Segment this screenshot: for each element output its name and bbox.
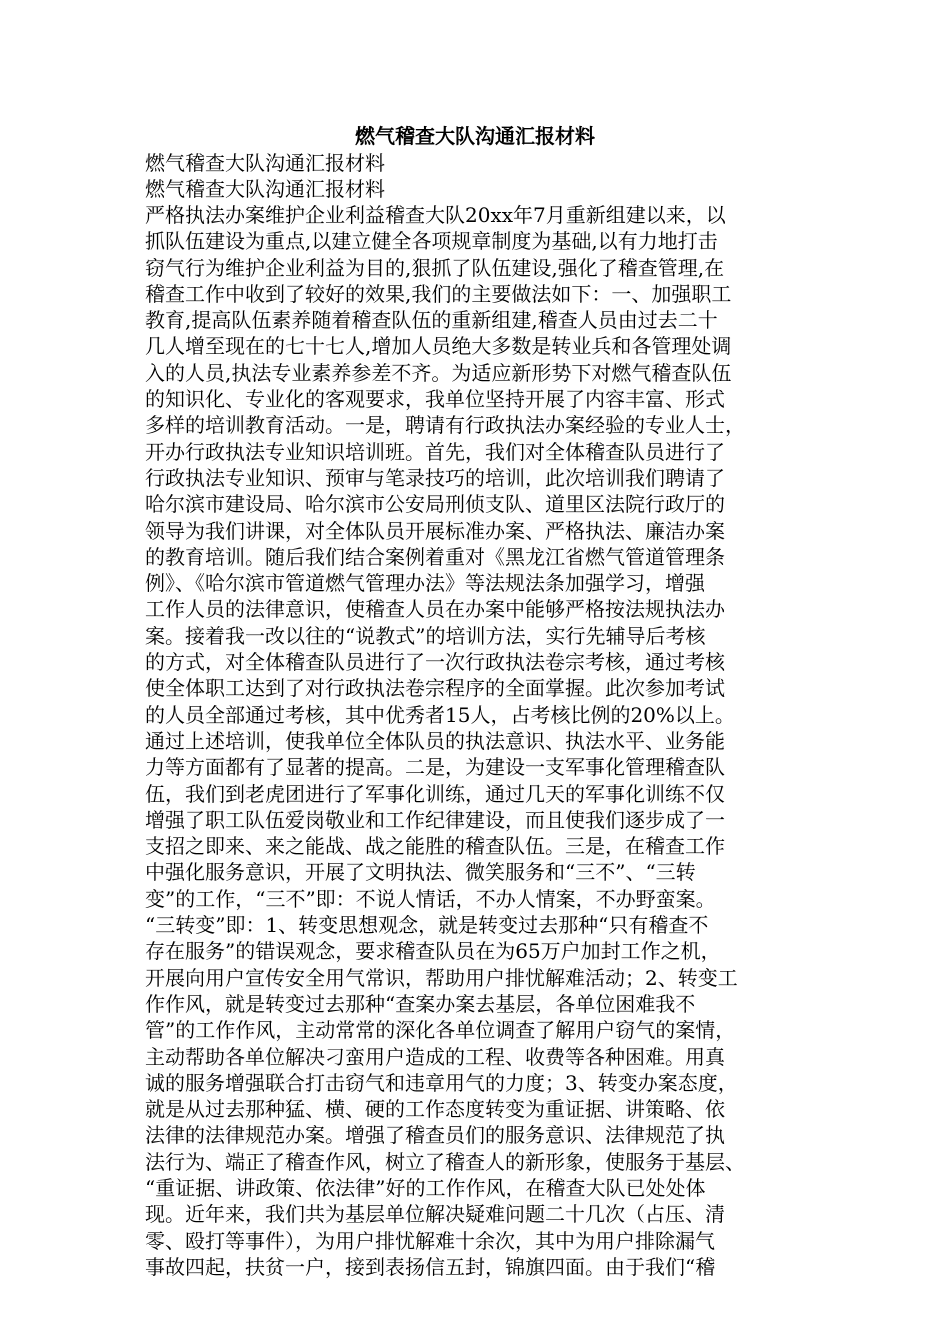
body-line: 稽查工作中收到了较好的效果,我们的主要做法如下：一、加强职工 [145, 281, 732, 306]
body-line: 开办行政执法专业知识培训班。首先，我们对全体稽查队员进行了 [145, 439, 725, 464]
body-line: 作作风，就是转变过去那种“查案办案去基层，各单位困难我不 [145, 991, 696, 1016]
body-line: 就是从过去那种猛、横、硬的工作态度转变为重证据、讲策略、依 [145, 1097, 725, 1122]
body-line: 伍，我们到老虎团进行了军事化训练，通过几天的军事化训练不仅 [145, 781, 725, 806]
body-line: 使全体职工达到了对行政执法卷宗程序的全面掌握。此次参加考试 [145, 676, 725, 701]
body-line: 主动帮助各单位解决刁蛮用户造成的工程、收费等各种困难。用真 [145, 1044, 725, 1069]
body-line: 零、殴打等事件），为用户排忧解难十余次，其中为用户排除漏气 [145, 1228, 715, 1253]
body-line: 通过上述培训，使我单位全体队员的执法意识、执法水平、业务能 [145, 728, 725, 753]
body-line: 教育,提高队伍素养随着稽查队伍的重新组建,稽查人员由过去二十 [145, 308, 718, 333]
body-line: 的知识化、专业化的客观要求，我单位坚持开展了内容丰富、形式 [145, 387, 725, 412]
document-title: 燃气稽查大队沟通汇报材料 [355, 124, 595, 148]
body-line: 事故四起，扶贫一户，接到表扬信五封，锦旗四面。由于我们“稽 [145, 1254, 716, 1279]
body-line: 增强了职工队伍爱岗敬业和工作纪律建设，而且使我们逐步成了一 [145, 807, 725, 832]
body-line: 开展向用户宣传安全用气常识，帮助用户排忧解难活动；2、转变工 [145, 965, 738, 990]
body-line: 管”的工作作风，主动常常的深化各单位调查了解用户窃气的案情， [145, 1018, 736, 1043]
body-line: 法行为、端正了稽查作风，树立了稽查人的新形象，使服务于基层、 [145, 1149, 745, 1174]
document-subtitle-2: 燃气稽查大队沟通汇报材料 [145, 177, 385, 201]
body-line: 抓队伍建设为重点,以建立健全各项规章制度为基础,以有力地打击 [145, 229, 718, 254]
body-line: “重证据、讲政策、依法律”好的工作作风，在稽查大队已处处体 [145, 1175, 706, 1200]
body-line: 工作人员的法律意识，使稽查人员在办案中能够严格按法规执法办 [145, 597, 725, 622]
body-line: 支招之即来、来之能战、战之能胜的稽查队伍。三是，在稽查工作 [145, 834, 725, 859]
body-line: 存在服务”的错误观念，要求稽查队员在为65万户加封工作之机， [145, 939, 721, 964]
body-line: 法律的法律规范办案。增强了稽查员们的服务意识、法律规范了执 [145, 1123, 725, 1148]
body-line: 多样的培训教育活动。一是，聘请有行政执法办案经验的专业人士， [145, 413, 745, 438]
body-line: 哈尔滨市建设局、哈尔滨市公安局刑侦支队、道里区法院行政厅的 [145, 492, 725, 517]
body-line: 现。近年来，我们共为基层单位解决疑难问题二十几次（占压、清 [145, 1202, 725, 1227]
body-line: 变”的工作，“三不”即：不说人情话，不办人情案，不办野蛮案。 [145, 886, 716, 911]
body-line: 严格执法办案维护企业利益稽查大队20xx年7月重新组建以来，以 [145, 203, 726, 227]
document-subtitle-1: 燃气稽查大队沟通汇报材料 [145, 151, 385, 175]
document-body [145, 202, 805, 1280]
body-line: 行政执法专业知识、预审与笔录技巧的培训，此次培训我们聘请了 [145, 465, 725, 490]
body-line: 入的人员,执法专业素养参差不齐。为适应新形势下对燃气稽查队伍 [145, 360, 732, 385]
body-line: 诚的服务增强联合打击窃气和违章用气的力度；3、转变办案态度， [145, 1070, 738, 1095]
body-line: “三转变”即：1、转变思想观念，就是转变过去那种“只有稽查不 [145, 913, 709, 938]
body-line: 例》、《哈尔滨市管道燃气管理办法》等法规法条加强学习，增强 [145, 571, 705, 596]
body-line: 力等方面都有了显著的提高。二是，为建设一支军事化管理稽查队 [145, 755, 725, 780]
body-line: 窃气行为维护企业利益为目的,狠抓了队伍建设,强化了稽查管理,在 [145, 255, 725, 280]
body-line: 的人员全部通过考核，其中优秀者15人，占考核比例的20%以上。 [145, 702, 735, 727]
body-line: 几人增至现在的七十七人,增加人员绝大多数是转业兵和各管理处调 [145, 334, 732, 359]
body-line: 的方式，对全体稽查队员进行了一次行政执法卷宗考核，通过考核 [145, 650, 725, 675]
body-line: 的教育培训。随后我们结合案例着重对《黑龙江省燃气管道管理条 [145, 544, 725, 569]
body-line: 领导为我们讲课，对全体队员开展标准办案、严格执法、廉洁办案 [145, 518, 725, 543]
body-line: 中强化服务意识，开展了文明执法、微笑服务和“三不”、“三转 [145, 860, 696, 885]
body-line: 案。接着我一改以往的“说教式”的培训方法，实行先辅导后考核 [145, 623, 706, 648]
